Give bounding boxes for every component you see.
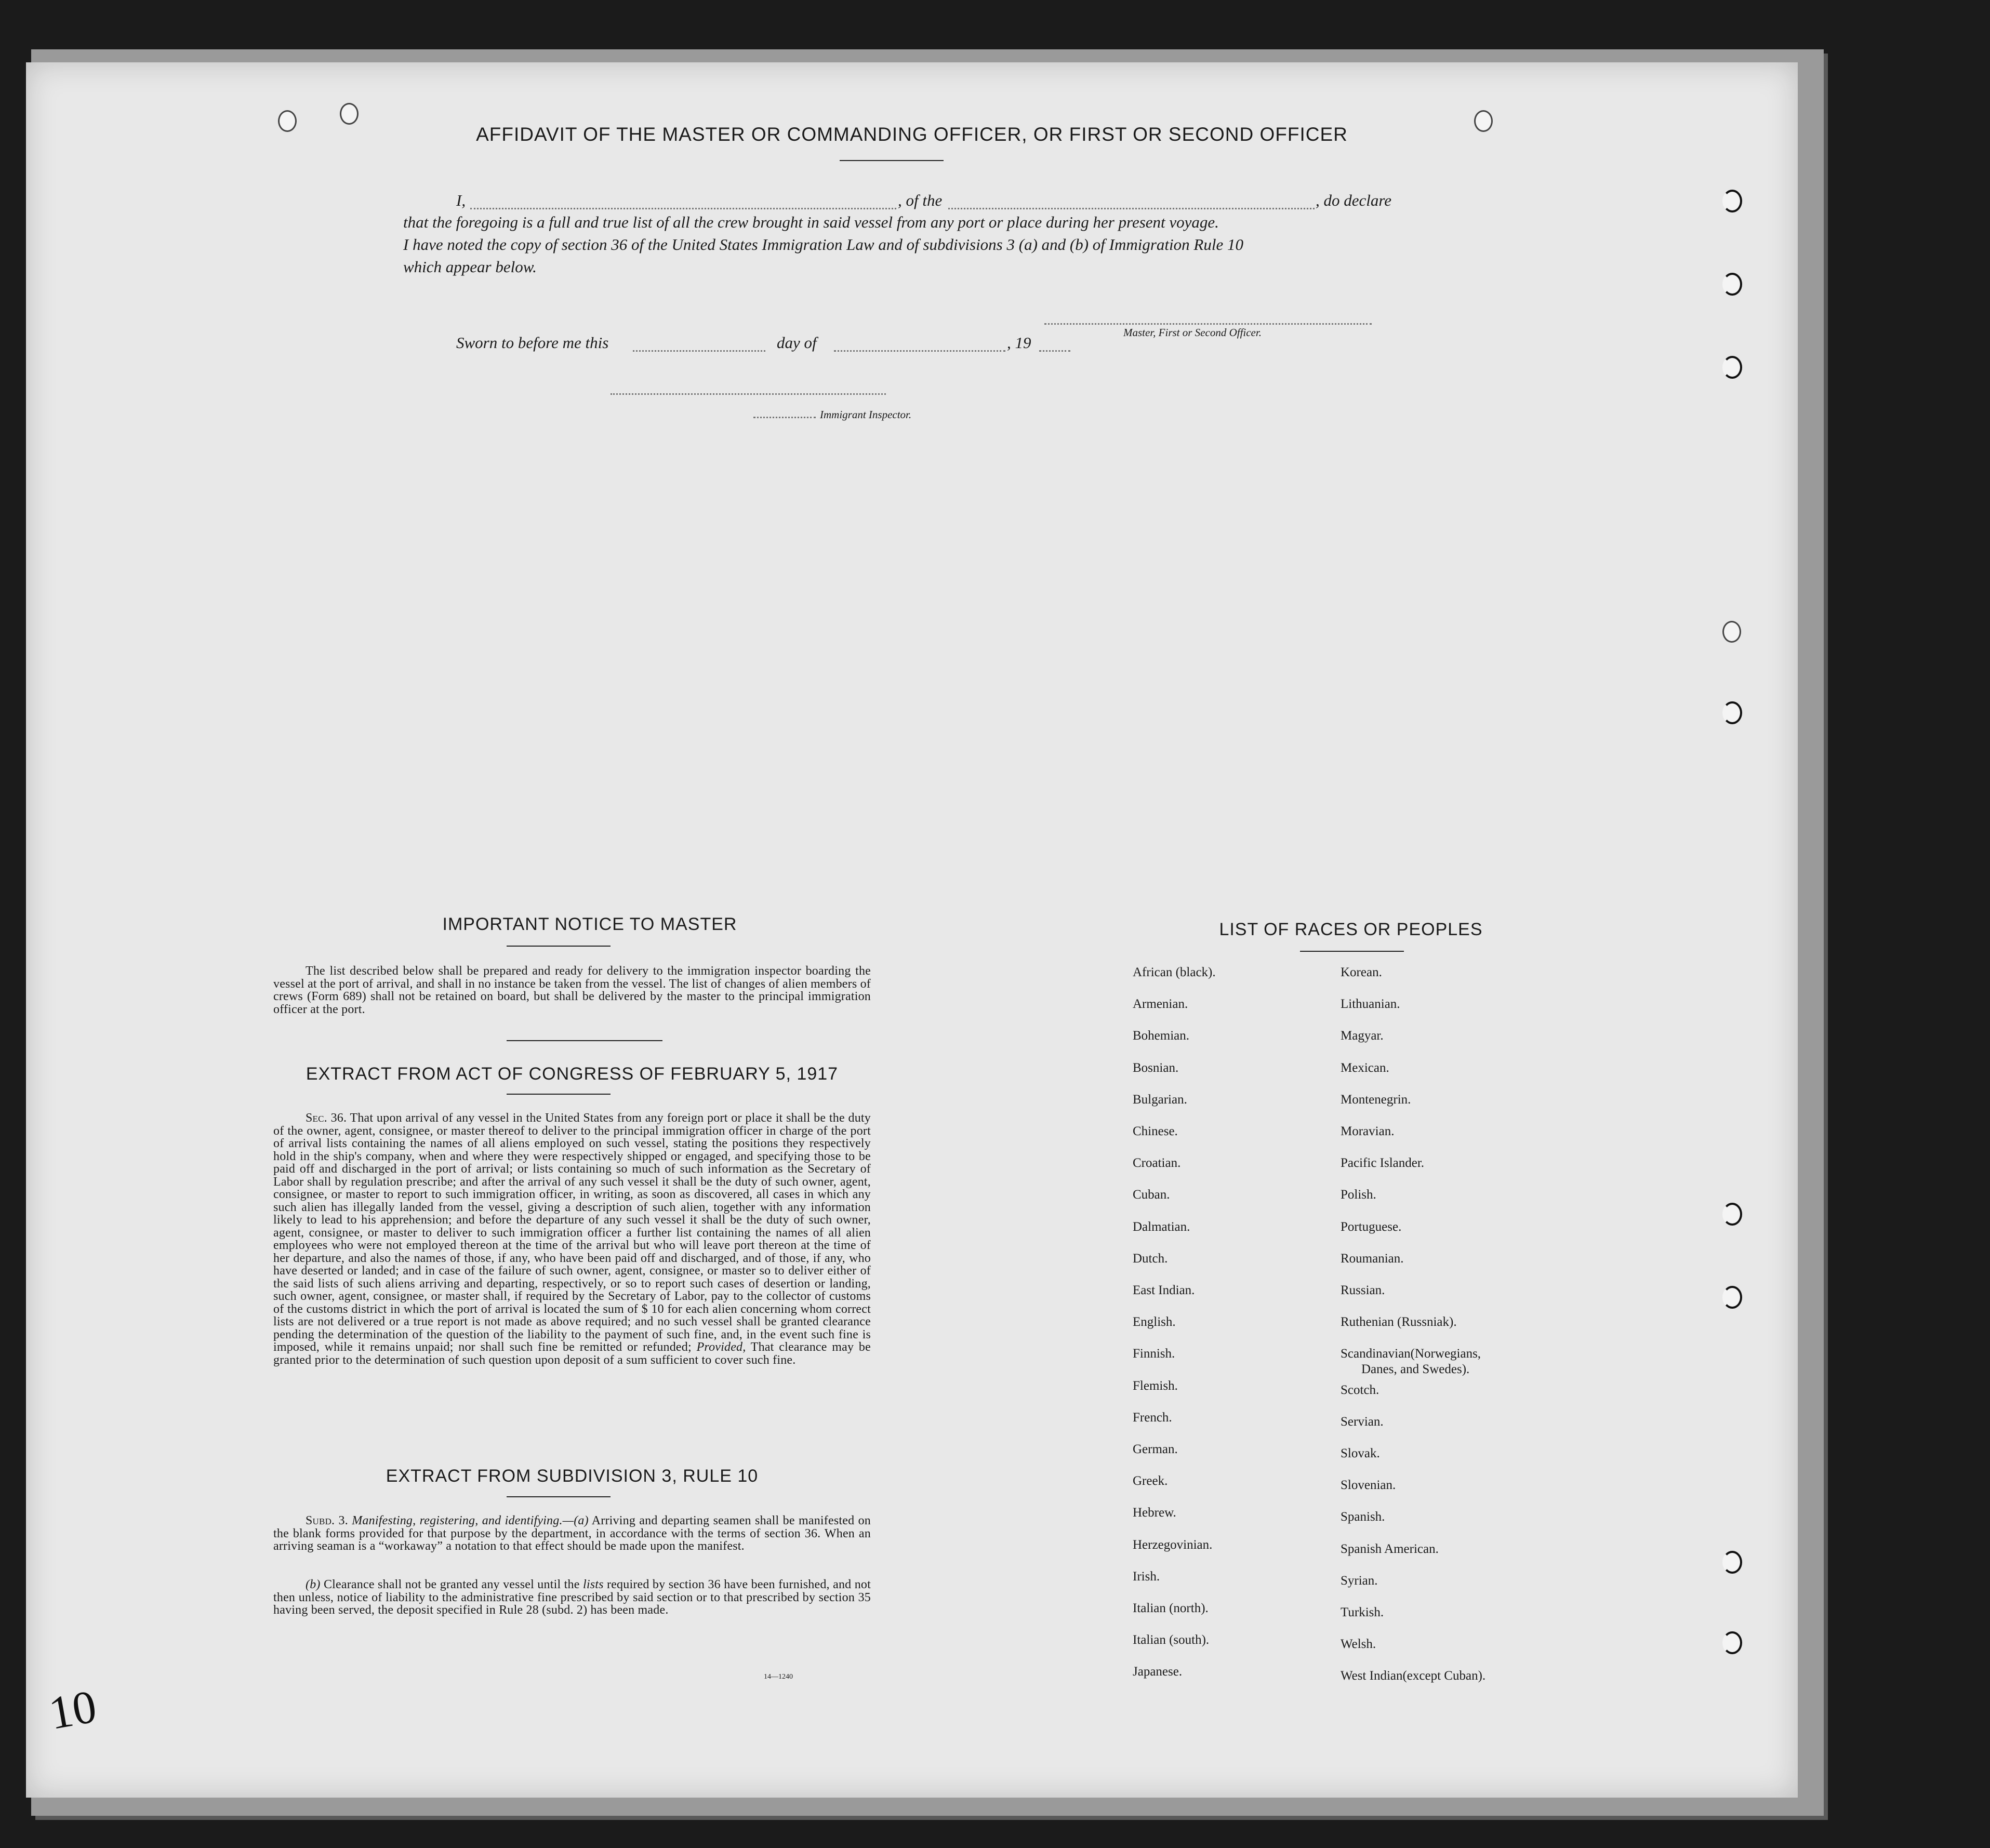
punch-hole xyxy=(1722,190,1742,212)
race-item: Finnish. xyxy=(1133,1347,1175,1361)
race-item: Greek. xyxy=(1133,1474,1168,1488)
race-item: Turkish. xyxy=(1341,1605,1384,1619)
punch-hole xyxy=(1722,1631,1742,1654)
race-item: Scandinavian(Norwegians, xyxy=(1341,1347,1481,1361)
affidavit-line3: I have noted the copy of section 36 of the United States Immigration Law and of subdivisions 3 (a) and (b) of Immigration Rule 10 xyxy=(403,235,1243,254)
day-field-line xyxy=(633,349,765,352)
race-item: Cuban. xyxy=(1133,1188,1170,1202)
sworn-text: Sworn to before me this xyxy=(456,334,609,352)
notice-body: The list described below shall be prepared and ready for delivery to the immigration inspector boarding the vessel at the port of arrival, and shall in no instance be taken from the vessel. The list of changes of alien members of crews (Form 689) shall not be retained on board, but shall be delivered by the master to the principal immigration officer at the port. xyxy=(273,964,871,1016)
notice-title: IMPORTANT NOTICE TO MASTER xyxy=(442,914,737,934)
inspector-label: Immigrant Inspector. xyxy=(820,408,912,421)
race-item: Syrian. xyxy=(1341,1573,1378,1588)
act-sec-label: Sec. 36. xyxy=(306,1111,347,1125)
punch-hole xyxy=(340,103,359,125)
affidavit-i: I, xyxy=(456,191,466,209)
race-item: Bohemian. xyxy=(1133,1029,1190,1043)
rule-text-b2: required by section 36 have been furnished, and not then unless, notice of liability to the administrative fine prescribed by said section or to that prescribed by section 35 having been served, the deposit specified in Rule 28 (subd. 2) has been made. xyxy=(273,1578,871,1617)
punch-hole xyxy=(1722,1286,1742,1309)
vessel-field-line xyxy=(948,207,1315,209)
rule-underline xyxy=(507,1496,611,1497)
race-item: Italian (north). xyxy=(1133,1601,1209,1615)
race-item: Scotch. xyxy=(1341,1382,1379,1397)
race-item: Spanish. xyxy=(1341,1510,1385,1524)
race-item: Chinese. xyxy=(1133,1124,1178,1138)
master-signature-line xyxy=(1044,322,1372,325)
affidavit-line4: which appear below. xyxy=(403,258,537,276)
affidavit-title: AFFIDAVIT OF THE MASTER OR COMMANDING OFFICER, OR FIRST OR SECOND OFFICER xyxy=(476,124,1348,145)
race-item: German. xyxy=(1133,1442,1178,1456)
rule-title: EXTRACT FROM SUBDIVISION 3, RULE 10 xyxy=(386,1466,759,1486)
race-item: Japanese. xyxy=(1133,1665,1183,1679)
race-item: Slovenian. xyxy=(1341,1478,1396,1493)
race-item: Armenian. xyxy=(1133,997,1188,1012)
month-field-line xyxy=(834,349,1005,352)
race-item: Russian. xyxy=(1341,1283,1385,1297)
affidavit-of-the: , of the xyxy=(898,191,943,209)
race-item: West Indian(except Cuban). xyxy=(1341,1669,1486,1683)
race-item: East Indian. xyxy=(1133,1283,1195,1297)
punch-hole xyxy=(1722,1551,1742,1574)
race-item: Ruthenian (Russniak). xyxy=(1341,1315,1457,1330)
rule-lists-word: lists xyxy=(582,1578,604,1591)
rule-body-b xyxy=(273,1578,871,1617)
day-of-text: day of xyxy=(777,334,817,352)
rule-text-a: Arriving and departing seamen shall be manifested on the blank forms provided for that purpose by the department, in accordance with the terms of section 36. When an arriving seaman is a “workaway” a notation to that effect should be made upon the manifest. xyxy=(273,1514,871,1553)
race-item: Roumanian. xyxy=(1341,1251,1404,1266)
punch-hole xyxy=(1722,273,1742,296)
rule-text-b1: Clearance shall not be granted any vessel until the xyxy=(323,1578,580,1591)
punch-hole xyxy=(1722,701,1742,724)
race-item: Spanish American. xyxy=(1341,1541,1439,1556)
race-item: Moravian. xyxy=(1341,1124,1395,1138)
punch-hole xyxy=(1722,1203,1742,1226)
punch-hole xyxy=(1722,356,1742,379)
race-item: Lithuanian. xyxy=(1341,997,1400,1012)
act-body-text: That upon arrival of any vessel in the United States from any foreign port or place it shall be the duty of the owner, agent, consignee, or master thereof to deliver to the principal immigration officer in charge of the port of arrival lists containing the names of all aliens employed on such vessel, stating the positions they respectively hold in the ship's company, when and where they were respectively shipped or engaged, and specifying those to be paid off and discharged in the port of arrival; or lists containing so much of such information as the Secretary of Labor shall by regulation prescribe; and after the arrival of any such vessel it shall be the duty of such owner, agent, consignee, or master to report to such immigration officer, in writing, as soon as discovered, all cases in which any such alien has illegally landed from the vessel, giving a description of such alien, together with any information likely to lead to his apprehension; and before the departure of any such vessel it shall be the duty of such owner, agent, consignee, or master to deliver to such immigration officer a further list containing the names of all alien employees who were not employed thereon at the time of the arrival but who will leave port thereon at the time of her departure, and also the names of those, if any, who have been paid off and discharged, and of those, if any, who have deserted or landed; and in case of the failure of such owner, agent, consignee, or master so to deliver either of the said lists of such aliens arriving and departing, respectively, or so to report such cases of desertion or landing, such owner, agent, consignee, or master shall, if required by the Secretary of Labor, pay to the collector of customs of the customs district in which the port of arrival is located the sum of $ 10 for each alien concerning whom correct lists are not delivered or a true report is not made as above required; and no such vessel shall be granted clearance pending the determination of the question of the liability to the payment of such fine, and, in the event such fine is imposed, while it remains unpaid; nor shall such fine be remitted or refunded; xyxy=(273,1111,871,1354)
punch-hole xyxy=(1722,621,1741,643)
act-body-end: That clearance may be granted prior to the determination of such question upon deposit of a sum sufficient to cover such fine. xyxy=(273,1340,871,1367)
race-item: French. xyxy=(1133,1410,1172,1425)
document-page xyxy=(26,62,1798,1798)
master-signature-label: Master, First or Second Officer. xyxy=(1123,326,1262,339)
notice-divider xyxy=(507,1040,662,1041)
race-item: Portuguese. xyxy=(1341,1219,1402,1234)
races-title: LIST OF RACES OR PEOPLES xyxy=(1219,920,1483,939)
race-item: Montenegrin. xyxy=(1341,1092,1411,1107)
race-item: African (black). xyxy=(1133,965,1216,979)
form-number: 14—1240 xyxy=(764,1673,793,1681)
name-field-line xyxy=(470,207,896,209)
year-prefix: , 19 xyxy=(1007,334,1031,352)
act-underline xyxy=(507,1094,611,1095)
race-item: Danes, and Swedes). xyxy=(1361,1362,1470,1377)
race-item: Croatian. xyxy=(1133,1156,1181,1171)
race-item: Dalmatian. xyxy=(1133,1219,1190,1234)
act-body xyxy=(273,1112,871,1366)
act-title: EXTRACT FROM ACT OF CONGRESS OF FEBRUARY 5, 1917 xyxy=(306,1064,839,1084)
race-item: Mexican. xyxy=(1341,1060,1389,1075)
race-item: Pacific Islander. xyxy=(1341,1156,1425,1171)
race-item: Hebrew. xyxy=(1133,1506,1176,1520)
race-item: Bosnian. xyxy=(1133,1060,1179,1075)
race-item: Servian. xyxy=(1341,1414,1384,1429)
inspector-lead-line xyxy=(753,416,816,418)
inspector-signature-line xyxy=(611,392,886,395)
race-item: Korean. xyxy=(1341,965,1382,979)
subd-heading: Manifesting, registering, and identifying.—(a) xyxy=(352,1514,589,1527)
races-underline xyxy=(1300,951,1404,952)
act-provided: Provided, xyxy=(696,1340,746,1354)
race-item: Polish. xyxy=(1341,1188,1376,1202)
affidavit-do-declare: , do declare xyxy=(1316,191,1392,209)
rule-b-label: (b) xyxy=(306,1578,321,1591)
rule-body-a xyxy=(273,1514,871,1553)
title-underline xyxy=(840,160,944,161)
race-item: Flemish. xyxy=(1133,1378,1178,1393)
race-item: Welsh. xyxy=(1341,1637,1376,1652)
race-item: English. xyxy=(1133,1315,1176,1330)
race-item: Bulgarian. xyxy=(1133,1092,1187,1107)
subd-label: Subd. 3. xyxy=(306,1514,348,1527)
margin-handwritten-number: 10 xyxy=(45,1680,100,1740)
year-field-line xyxy=(1039,349,1070,352)
race-item: Italian (south). xyxy=(1133,1633,1210,1647)
race-item: Irish. xyxy=(1133,1569,1160,1584)
race-item: Magyar. xyxy=(1341,1029,1384,1043)
affidavit-line2: that the foregoing is a full and true list of all the crew brought in said vessel from any port or place during her present voyage. xyxy=(403,213,1219,231)
race-item: Dutch. xyxy=(1133,1251,1168,1266)
notice-underline xyxy=(507,946,611,947)
race-item: Slovak. xyxy=(1341,1446,1380,1460)
race-item: Herzegovinian. xyxy=(1133,1537,1213,1552)
